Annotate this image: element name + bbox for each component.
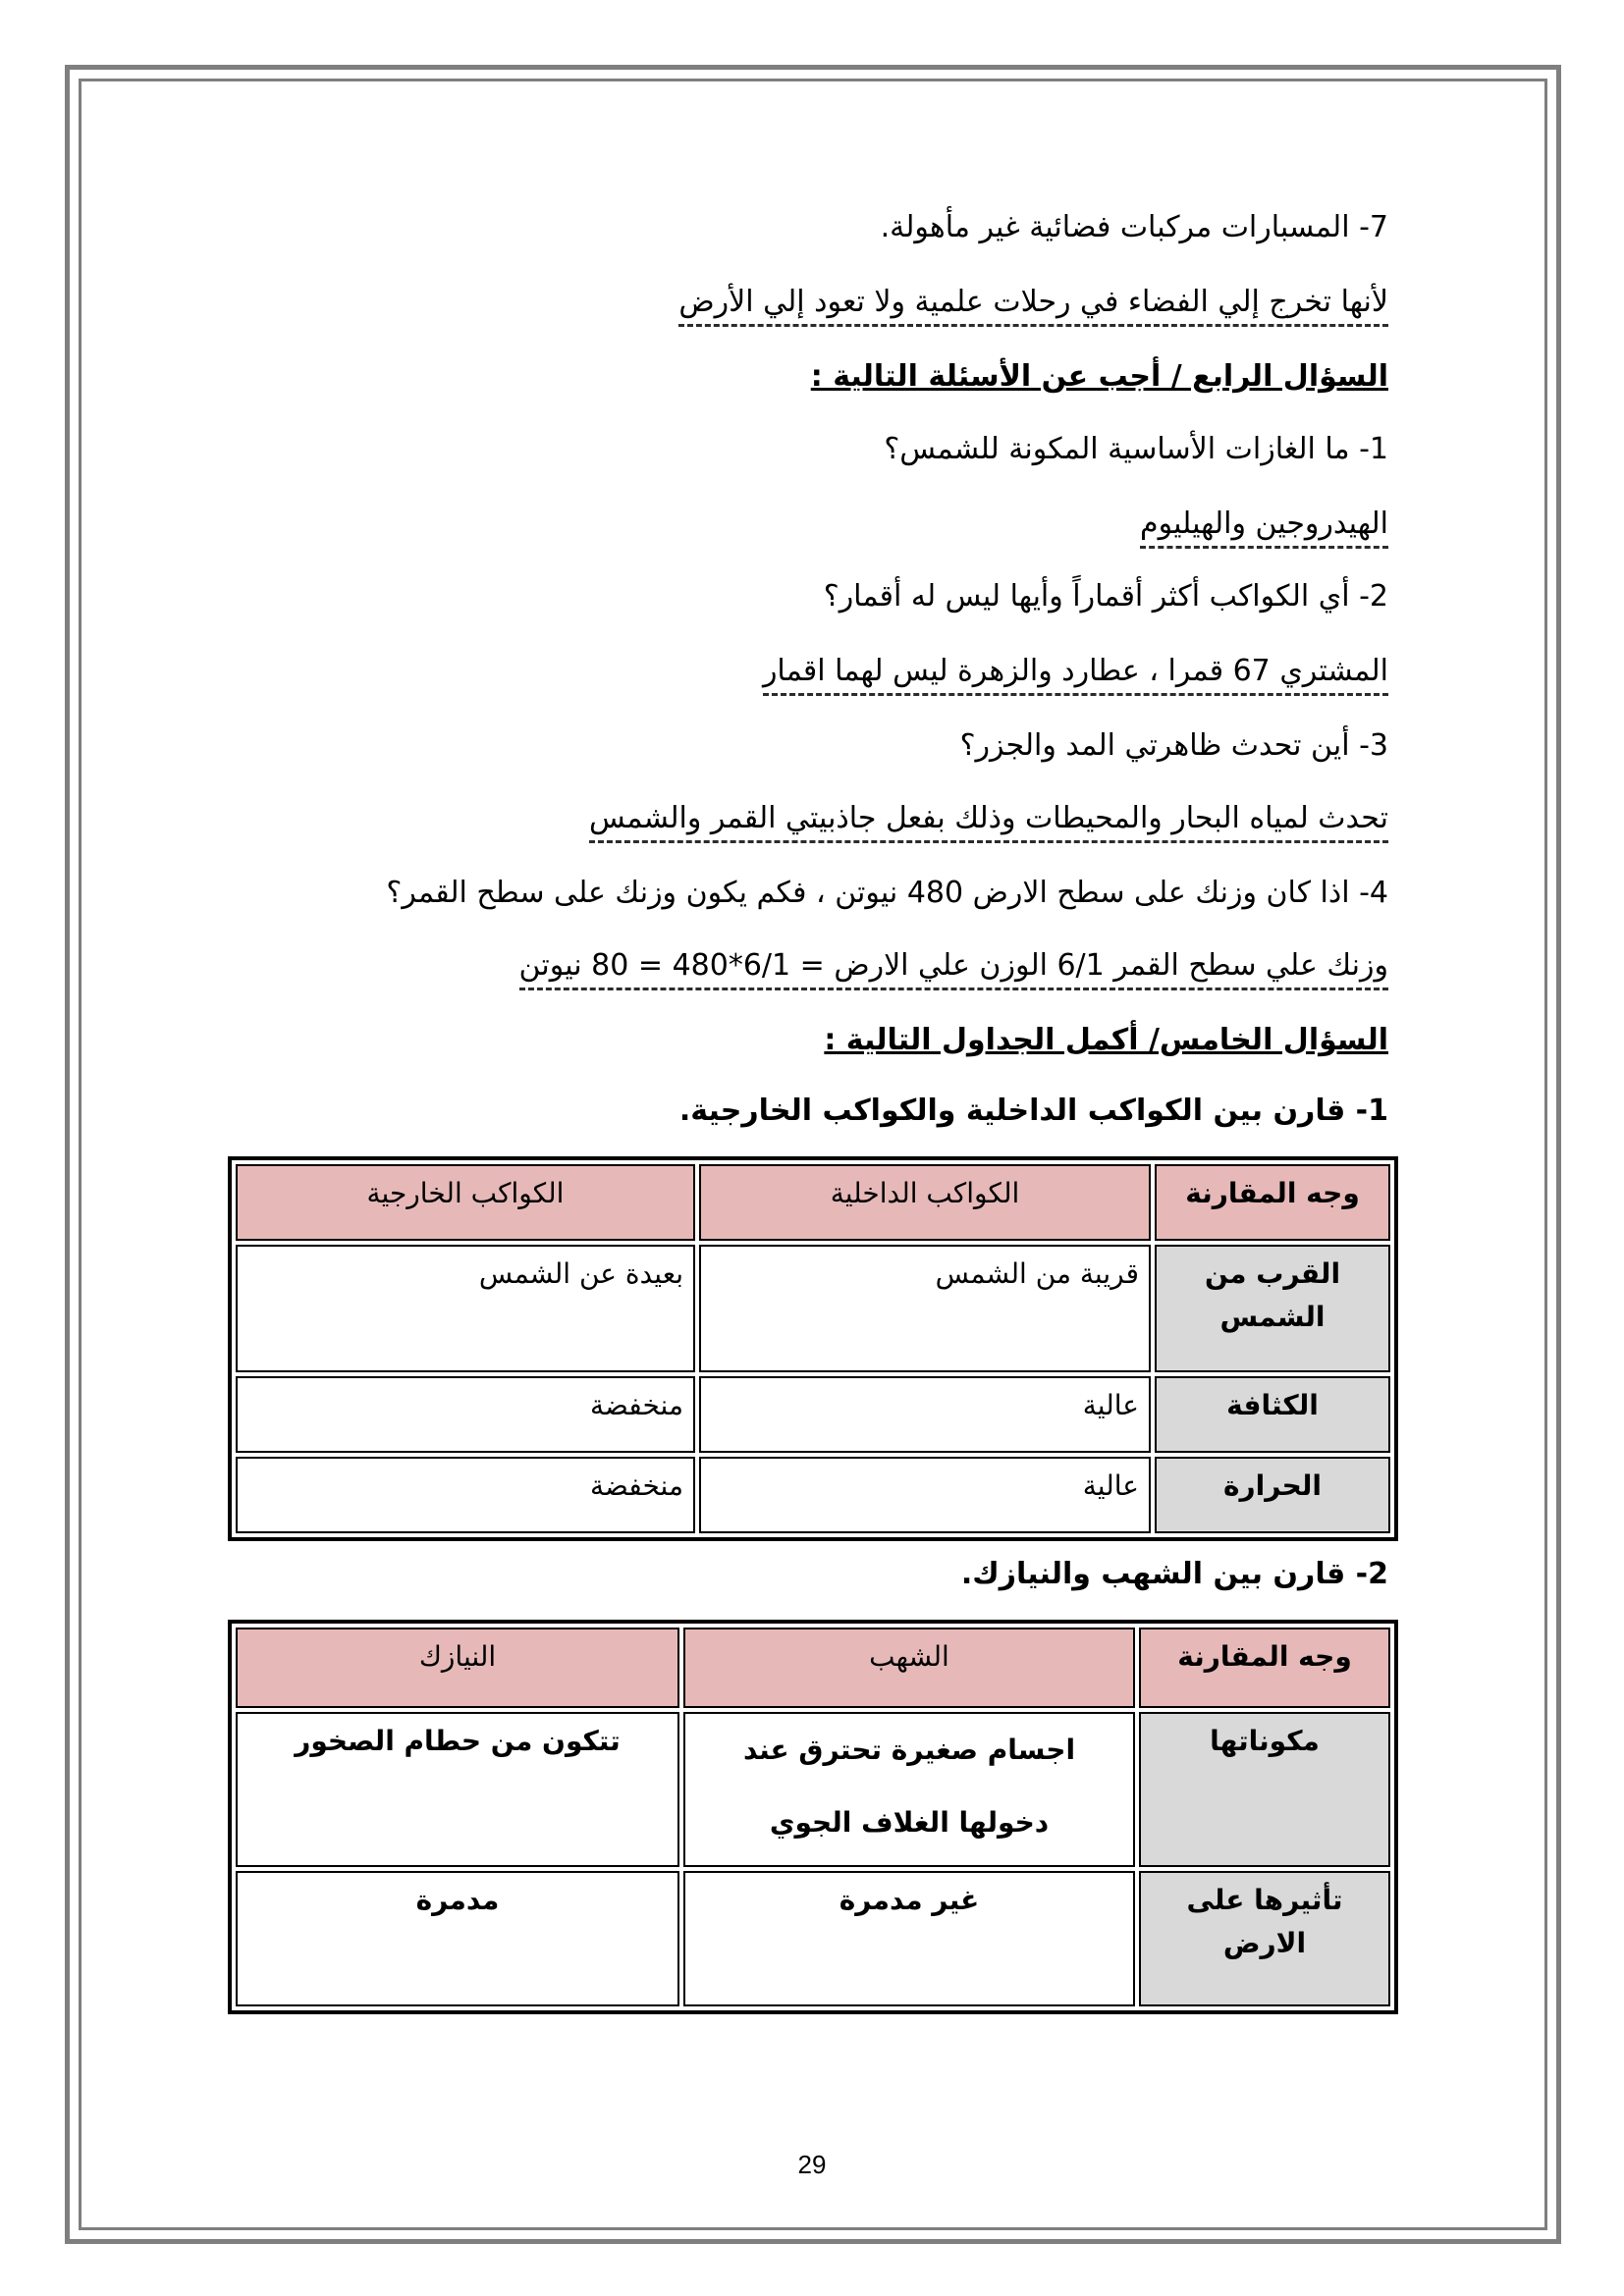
table-row xyxy=(236,1712,1390,1867)
table-header-cell: وجه المقارنة xyxy=(1139,1628,1390,1708)
table-row xyxy=(236,1871,1390,2006)
table-header-cell: النيازك xyxy=(236,1628,679,1708)
table-cell: بعيدة عن الشمس xyxy=(236,1245,695,1372)
question-7: 7- المسبارات مركبات فضائية غير مأهولة. xyxy=(880,210,1388,244)
question-4-4: 4- اذا كان وزنك على سطح الارض 480 نيوتن ، فكم يكون وزنك على سطح القمر؟ xyxy=(386,876,1388,910)
question-4-3: 3- أين تحدث ظاهرتي المد والجزر؟ xyxy=(959,728,1388,763)
table-cell: منخفضة xyxy=(236,1457,695,1533)
comparison-table-planets xyxy=(228,1156,1398,1541)
table-cell: قريبة من الشمس xyxy=(699,1245,1151,1372)
answer-7 xyxy=(224,283,1388,327)
page-content xyxy=(224,0,1388,2296)
table-cell: غير مدمرة xyxy=(683,1871,1135,2006)
question-4-2: 2- أي الكواكب أكثر أقماراً وأيها ليس له أقمار؟ xyxy=(823,579,1388,614)
answer-4-3-text: تحدث لمياه البحار والمحيطات وذلك بفعل جاذبيتي القمر والشمس xyxy=(589,799,1388,843)
answer-4-4-text: وزنك علي سطح القمر 6/1 الوزن علي الارض = 6/1*480 = 80 نيوتن xyxy=(519,946,1388,990)
table-header-cell: الكواكب الداخلية xyxy=(699,1164,1151,1241)
table-header-row xyxy=(236,1164,1390,1241)
table-row xyxy=(236,1376,1390,1453)
table-1-title: 1- قارن بين الكواكب الداخلية والكواكب الخارجية. xyxy=(678,1094,1388,1128)
section-4-heading: السؤال الرابع / أجب عن الأسئلة التالية : xyxy=(810,359,1388,394)
answer-4-1 xyxy=(224,505,1388,549)
answer-4-3 xyxy=(224,799,1388,843)
question-4-1: 1- ما الغازات الأساسية المكونة للشمس؟ xyxy=(884,432,1388,466)
table-header-cell: الكواكب الخارجية xyxy=(236,1164,695,1241)
answer-4-2-text: المشتري 67 قمرا ، عطارد والزهرة ليس لهما اقمار xyxy=(763,652,1388,696)
table-cell: عالية xyxy=(699,1376,1151,1453)
table-cell: تتكون من حطام الصخور xyxy=(236,1712,679,1867)
table-row xyxy=(236,1245,1390,1372)
table-cell: اجسام صغيرة تحترق عند دخولها الغلاف الجوي xyxy=(683,1712,1135,1867)
table-header-cell: الشهب xyxy=(683,1628,1135,1708)
table-header-row xyxy=(236,1628,1390,1708)
section-5-heading: السؤال الخامس/ أكمل الجداول التالية : xyxy=(824,1023,1388,1057)
page-number: 29 xyxy=(797,2150,827,2179)
table-2-title: 2- قارن بين الشهب والنيازك. xyxy=(960,1557,1388,1591)
comparison-table-meteors xyxy=(228,1620,1398,2014)
table-cell: منخفضة xyxy=(236,1376,695,1453)
row-header-cell: الحرارة xyxy=(1155,1457,1390,1533)
answer-4-4 xyxy=(224,946,1388,990)
row-header-cell: الكثافة xyxy=(1155,1376,1390,1453)
answer-4-2 xyxy=(224,652,1388,696)
table-cell: عالية xyxy=(699,1457,1151,1533)
answer-7-text: لأنها تخرج إلي الفضاء في رحلات علمية ولا تعود إلي الأرض xyxy=(678,283,1388,327)
row-header-cell: تأثيرها على الارض xyxy=(1139,1871,1390,2006)
table-cell: مدمرة xyxy=(236,1871,679,2006)
answer-4-1-text: الهيدروجين والهيليوم xyxy=(1140,505,1388,549)
row-header-cell: القرب من الشمس xyxy=(1155,1245,1390,1372)
row-header-cell: مكوناتها xyxy=(1139,1712,1390,1867)
table-header-cell: وجه المقارنة xyxy=(1155,1164,1390,1241)
table-row xyxy=(236,1457,1390,1533)
